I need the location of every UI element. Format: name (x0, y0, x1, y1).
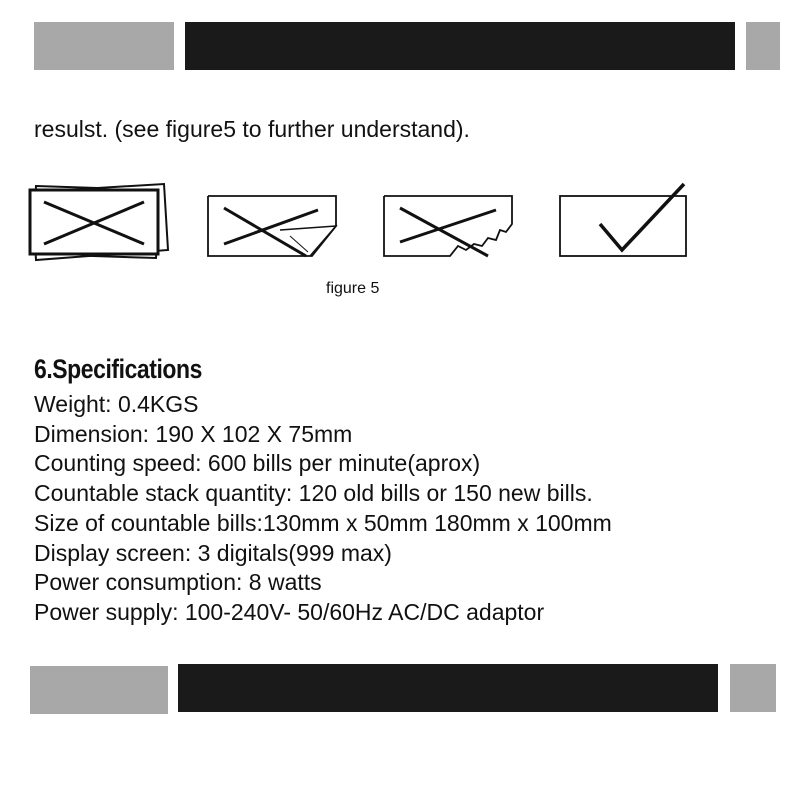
figure-proper-bill-accepted (554, 180, 694, 264)
footer-bar-right (730, 664, 776, 712)
figure-torn-bill-rejected (378, 180, 518, 264)
spec-item-bill-size: Size of countable bills:130mm x 50mm 180mm x 100mm (34, 509, 612, 536)
spec-item-weight: Weight: 0.4KGS (34, 391, 199, 417)
header-bar-main (185, 22, 735, 70)
figure-folded-bill-rejected (202, 180, 342, 264)
cross-mark-icon (202, 180, 342, 264)
check-mark-icon (554, 180, 694, 264)
figure-caption: figure 5 (326, 280, 380, 297)
cross-mark-icon (22, 180, 172, 264)
spec-item-power-consumption: Power consumption: 8 watts (34, 569, 322, 596)
specifications-list (34, 390, 612, 628)
cross-mark-icon (378, 180, 518, 264)
figure-stacked-bills-rejected (22, 180, 172, 264)
spec-item-power-supply: Power supply: 100-240V- 50/60Hz AC/DC adaptor (34, 598, 545, 625)
intro-text: resulst. (see figure5 to further understand). (34, 116, 470, 142)
header-bar-right (746, 22, 780, 70)
specifications-heading: 6.Specifications (34, 354, 202, 384)
spec-item-display-screen: Display screen: 3 digitals(999 max) (34, 539, 392, 566)
footer-bar-left (30, 666, 168, 714)
spec-item-stack-quantity: Countable stack quantity: 120 old bills or 150 new bills. (34, 480, 593, 507)
header-bar-left (34, 22, 174, 70)
spec-item-dimension: Dimension: 190 X 102 X 75mm (34, 420, 353, 447)
footer-bar-main (178, 664, 718, 712)
spec-item-counting-speed: Counting speed: 600 bills per minute(aprox) (34, 450, 481, 477)
